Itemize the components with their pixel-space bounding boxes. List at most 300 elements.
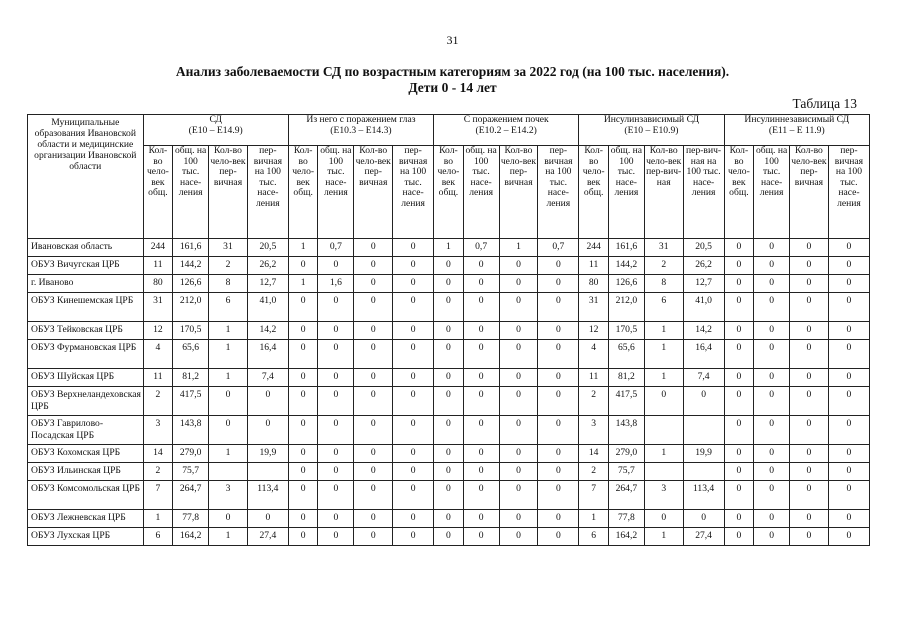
group-name: Инсулинзависимый СД: [603, 114, 700, 125]
row-name: ОБУЗ Лухская ЦРБ: [28, 528, 144, 546]
table-cell: 0,7: [463, 239, 499, 257]
group-name: С поражением почек: [463, 114, 549, 125]
group-code: (Е10.2 – Е14.2): [475, 124, 537, 136]
table-row: [28, 369, 870, 387]
table-cell: 0: [754, 445, 790, 463]
table-cell: 161,6: [173, 239, 209, 257]
table-cell: 3: [579, 416, 609, 445]
subcolumn-header: Кол-во чело-век общ.: [143, 146, 173, 239]
table-cell: 0: [790, 510, 829, 528]
table-cell: 244: [143, 239, 173, 257]
table-cell: 0: [538, 528, 579, 546]
table-cell: 0: [434, 528, 464, 546]
row-name: ОБУЗ Гаврилово-Посадская ЦРБ: [28, 416, 144, 445]
table-cell: 0: [724, 445, 754, 463]
table-cell: 0: [463, 369, 499, 387]
table-cell: 126,6: [608, 275, 644, 293]
table-cell: 0: [288, 257, 318, 275]
table-cell: 14,2: [247, 322, 288, 340]
table-cell: 0: [393, 369, 434, 387]
table-cell: 26,2: [247, 257, 288, 275]
table-cell: 0: [354, 481, 393, 510]
table-cell: 0: [354, 239, 393, 257]
table-cell: 0: [790, 275, 829, 293]
table-cell: 0: [828, 463, 869, 481]
table-cell: 4: [579, 340, 609, 369]
table-cell: 6: [209, 293, 248, 322]
table-cell: 0: [754, 239, 790, 257]
subcolumn-header: общ. на 100 тыс. насе-ления: [173, 146, 209, 239]
table-cell: 0: [393, 340, 434, 369]
subcolumn-header: пер-вичная на 100 тыс. насе-ления: [247, 146, 288, 239]
row-name: ОБУЗ Верхнеландеховская ЦРБ: [28, 387, 144, 416]
table-cell: 0: [828, 275, 869, 293]
subcolumn-header: Кол-во чело-век общ.: [579, 146, 609, 239]
subcolumn-header: Кол-во чело-век пер-вичная: [354, 146, 393, 239]
table-cell: 31: [209, 239, 248, 257]
table-cell: 0: [434, 275, 464, 293]
table-cell: 0: [724, 510, 754, 528]
row-name: ОБУЗ Вичугская ЦРБ: [28, 257, 144, 275]
table-cell: 0: [393, 322, 434, 340]
table-cell: 0: [209, 510, 248, 528]
table-cell: 0: [463, 340, 499, 369]
table-cell: 11: [579, 369, 609, 387]
table-cell: 0: [790, 322, 829, 340]
subcolumn-header: Кол-во чело-век общ.: [434, 146, 464, 239]
table-cell: [644, 416, 683, 445]
subcolumn-header: общ. на 100 тыс. насе-ления: [318, 146, 354, 239]
table-cell: 0: [828, 387, 869, 416]
table-cell: 0: [724, 369, 754, 387]
group-header: [288, 115, 433, 146]
table-cell: 3: [143, 416, 173, 445]
table-cell: 0: [288, 510, 318, 528]
table-cell: 0: [538, 257, 579, 275]
table-cell: 0: [538, 481, 579, 510]
table-cell: 0: [724, 481, 754, 510]
table-cell: 0: [288, 445, 318, 463]
table-row: [28, 481, 870, 510]
table-cell: 12: [579, 322, 609, 340]
table-cell: 0: [318, 481, 354, 510]
table-cell: 0: [538, 510, 579, 528]
table-cell: 0: [538, 293, 579, 322]
row-name: ОБУЗ Кинешемская ЦРБ: [28, 293, 144, 322]
table-cell: 14,2: [683, 322, 724, 340]
table-cell: 4: [143, 340, 173, 369]
group-code: (Е10 – Е10.9): [624, 124, 679, 136]
subcolumn-header: пер-вич-ная на 100 тыс. насе-ления: [683, 146, 724, 239]
table-cell: 0: [318, 369, 354, 387]
table-cell: 0: [434, 340, 464, 369]
table-row: [28, 257, 870, 275]
table-cell: 0: [828, 416, 869, 445]
table-cell: 31: [644, 239, 683, 257]
table-cell: 0: [288, 416, 318, 445]
table-cell: 0: [434, 369, 464, 387]
row-name: ОБУЗ Тейковская ЦРБ: [28, 322, 144, 340]
table-cell: 16,4: [683, 340, 724, 369]
table-cell: 0: [724, 387, 754, 416]
table-cell: 0,7: [318, 239, 354, 257]
table-cell: 0: [318, 528, 354, 546]
group-code: (Е10 – Е14.9): [188, 124, 243, 136]
report-subtitle: Дети 0 - 14 лет: [408, 80, 497, 95]
table-cell: 0: [790, 369, 829, 387]
table-cell: 11: [579, 257, 609, 275]
table-cell: 1,6: [318, 275, 354, 293]
table-cell: 0: [393, 239, 434, 257]
table-cell: 80: [579, 275, 609, 293]
table-cell: 0: [434, 510, 464, 528]
subcolumn-header: пер-вичная на 100 тыс. насе-ления: [393, 146, 434, 239]
table-cell: 12,7: [683, 275, 724, 293]
table-cell: 0: [499, 387, 538, 416]
table-cell: 0: [828, 293, 869, 322]
table-cell: 2: [143, 463, 173, 481]
table-cell: 3: [644, 481, 683, 510]
table-cell: 0: [754, 293, 790, 322]
table-cell: 0: [828, 445, 869, 463]
table-cell: 0: [463, 481, 499, 510]
table-row: [28, 445, 870, 463]
table-cell: 0: [288, 387, 318, 416]
table-cell: 0: [354, 340, 393, 369]
table-cell: 0: [499, 293, 538, 322]
table-cell: 3: [209, 481, 248, 510]
subcolumn-header: Кол-во чело-век пер-вичная: [209, 146, 248, 239]
table-cell: 143,8: [173, 416, 209, 445]
table-cell: 264,7: [608, 481, 644, 510]
table-cell: 0: [538, 369, 579, 387]
table-cell: 0: [318, 445, 354, 463]
table-cell: 0: [828, 322, 869, 340]
table-cell: 77,8: [173, 510, 209, 528]
table-cell: 20,5: [247, 239, 288, 257]
table-cell: 26,2: [683, 257, 724, 275]
table-cell: 0: [538, 275, 579, 293]
table-cell: 16,4: [247, 340, 288, 369]
table-cell: 0: [754, 257, 790, 275]
table-cell: 0: [354, 293, 393, 322]
subcolumn-header: пер-вичная на 100 тыс. насе-ления: [828, 146, 869, 239]
table-row: [28, 322, 870, 340]
table-cell: 113,4: [247, 481, 288, 510]
table-cell: 0: [209, 387, 248, 416]
table-cell: 75,7: [173, 463, 209, 481]
subcolumn-header: общ. на 100 тыс. насе-ления: [608, 146, 644, 239]
table-cell: 27,4: [247, 528, 288, 546]
table-cell: 417,5: [608, 387, 644, 416]
table-cell: 0: [288, 369, 318, 387]
table-cell: 1: [288, 239, 318, 257]
table-cell: 0: [754, 416, 790, 445]
table-cell: 0: [538, 387, 579, 416]
table-cell: 0: [463, 510, 499, 528]
table-cell: 0: [354, 463, 393, 481]
table-cell: 41,0: [247, 293, 288, 322]
table-cell: 0: [724, 293, 754, 322]
table-cell: 0: [354, 445, 393, 463]
table-cell: 1: [209, 340, 248, 369]
table-cell: 7: [579, 481, 609, 510]
table-cell: [683, 463, 724, 481]
table-cell: 0: [393, 510, 434, 528]
table-cell: 77,8: [608, 510, 644, 528]
table-row: [28, 239, 870, 257]
table-cell: 1: [644, 340, 683, 369]
table-cell: 0: [393, 387, 434, 416]
table-cell: 144,2: [173, 257, 209, 275]
table-row: [28, 387, 870, 416]
table-cell: 0: [434, 387, 464, 416]
table-cell: 279,0: [173, 445, 209, 463]
table-cell: 2: [579, 463, 609, 481]
table-cell: 0: [318, 463, 354, 481]
table-cell: 0: [463, 387, 499, 416]
table-cell: 0: [354, 416, 393, 445]
table-row: [28, 528, 870, 546]
table-cell: 0: [393, 275, 434, 293]
table-cell: 0: [393, 445, 434, 463]
table-cell: 0: [644, 387, 683, 416]
table-cell: 0: [393, 416, 434, 445]
table-cell: 2: [143, 387, 173, 416]
table-cell: 6: [143, 528, 173, 546]
table-cell: 7,4: [247, 369, 288, 387]
table-cell: 0: [790, 387, 829, 416]
table-cell: 0: [354, 322, 393, 340]
municipality-header: Муниципальные образования Ивановской области и медицинские организации Ивановской области: [28, 115, 144, 239]
table-cell: 0: [434, 481, 464, 510]
subcolumn-header: Кол-во чело-век пер-вичная: [790, 146, 829, 239]
table-cell: 2: [579, 387, 609, 416]
table-cell: 0: [790, 239, 829, 257]
table-label: Таблица 13: [792, 96, 857, 111]
table-cell: 0: [499, 275, 538, 293]
table-row: [28, 463, 870, 481]
table-cell: 81,2: [173, 369, 209, 387]
table-cell: 0: [790, 257, 829, 275]
table-cell: 1: [209, 369, 248, 387]
table-cell: 7,4: [683, 369, 724, 387]
table-cell: 31: [579, 293, 609, 322]
table-cell: 0: [754, 387, 790, 416]
table-cell: 0: [724, 275, 754, 293]
table-cell: 1: [209, 445, 248, 463]
table-cell: 143,8: [608, 416, 644, 445]
group-name: СД: [209, 114, 222, 125]
table-cell: 1: [143, 510, 173, 528]
table-cell: 41,0: [683, 293, 724, 322]
table-cell: 0: [288, 463, 318, 481]
table-cell: 0: [499, 369, 538, 387]
table-cell: 12: [143, 322, 173, 340]
table-cell: 0: [393, 257, 434, 275]
table-cell: 0: [354, 369, 393, 387]
table-cell: 0: [463, 275, 499, 293]
table-cell: 0: [463, 322, 499, 340]
table-cell: [209, 463, 248, 481]
table-cell: 1: [209, 528, 248, 546]
table-cell: 11: [143, 257, 173, 275]
table-cell: 0: [463, 416, 499, 445]
group-header: [724, 115, 869, 146]
table-cell: 0: [288, 481, 318, 510]
table-cell: 0: [393, 293, 434, 322]
table-cell: 0: [683, 510, 724, 528]
subcolumn-header: Кол-во чело-век общ.: [724, 146, 754, 239]
table-cell: 81,2: [608, 369, 644, 387]
table-cell: 0: [434, 416, 464, 445]
table-cell: 0: [724, 463, 754, 481]
table-cell: 0: [434, 445, 464, 463]
table-cell: 0: [209, 416, 248, 445]
report-title: Анализ заболеваемости СД по возрастным категориям за 2022 год (на 100 тыс. населения).: [175, 64, 730, 79]
table-row: [28, 416, 870, 445]
table-cell: 65,6: [608, 340, 644, 369]
table-row: [28, 340, 870, 369]
table-cell: 0: [538, 416, 579, 445]
table-cell: 0: [828, 481, 869, 510]
page-number: 31: [446, 33, 459, 47]
table-cell: 0: [790, 340, 829, 369]
table-cell: 1: [579, 510, 609, 528]
table-cell: 0: [463, 528, 499, 546]
table-cell: 0: [724, 239, 754, 257]
table-cell: 164,2: [173, 528, 209, 546]
table-cell: 0: [790, 445, 829, 463]
table-row: [28, 510, 870, 528]
group-name: Инсулиннезависимый СД: [744, 114, 850, 125]
row-name: Ивановская область: [28, 239, 144, 257]
table-cell: 65,6: [173, 340, 209, 369]
table-cell: 0: [754, 340, 790, 369]
table-cell: 80: [143, 275, 173, 293]
table-cell: 0: [538, 322, 579, 340]
table-cell: 417,5: [173, 387, 209, 416]
subcolumn-header: общ. на 100 тыс. насе-ления: [754, 146, 790, 239]
table-cell: 1: [288, 275, 318, 293]
table-cell: 0: [644, 510, 683, 528]
subcolumn-header: Кол-во чело-век пер-вич-ная: [644, 146, 683, 239]
table-cell: 0: [463, 257, 499, 275]
table-cell: 0: [828, 239, 869, 257]
table-cell: 0: [538, 463, 579, 481]
morbidity-table: [27, 114, 870, 546]
table-cell: 0: [683, 387, 724, 416]
table-cell: 7: [143, 481, 173, 510]
table-cell: 0: [393, 481, 434, 510]
table-cell: 0: [463, 293, 499, 322]
table-cell: 0: [463, 445, 499, 463]
row-name: ОБУЗ Шуйская ЦРБ: [28, 369, 144, 387]
table-cell: 0: [499, 340, 538, 369]
table-cell: 244: [579, 239, 609, 257]
table-cell: 0: [538, 445, 579, 463]
table-cell: 1: [644, 528, 683, 546]
table-cell: 0: [247, 510, 288, 528]
table-cell: 27,4: [683, 528, 724, 546]
table-cell: 20,5: [683, 239, 724, 257]
table-cell: 0: [724, 257, 754, 275]
table-cell: 0: [318, 340, 354, 369]
table-cell: 0: [434, 293, 464, 322]
table-cell: 113,4: [683, 481, 724, 510]
table-cell: 0: [247, 416, 288, 445]
table-cell: 161,6: [608, 239, 644, 257]
table-cell: 0: [828, 510, 869, 528]
table-cell: 0: [499, 510, 538, 528]
table-cell: 212,0: [173, 293, 209, 322]
table-cell: 1: [644, 445, 683, 463]
table-cell: 0: [318, 387, 354, 416]
row-name: ОБУЗ Ильинская ЦРБ: [28, 463, 144, 481]
table-cell: 0: [247, 387, 288, 416]
table-cell: 0: [354, 275, 393, 293]
table-cell: 14: [143, 445, 173, 463]
table-cell: 0: [828, 528, 869, 546]
group-header: [143, 115, 288, 146]
table-cell: 0: [354, 510, 393, 528]
table-cell: 164,2: [608, 528, 644, 546]
table-cell: 0: [318, 257, 354, 275]
table-cell: 0: [724, 416, 754, 445]
table-cell: 212,0: [608, 293, 644, 322]
table-cell: 0: [828, 369, 869, 387]
subcolumn-header: общ. на 100 тыс. насе-ления: [463, 146, 499, 239]
subcolumn-header: Кол-во чело-век пер-вичная: [499, 146, 538, 239]
table-cell: 0: [790, 528, 829, 546]
table-cell: 0: [393, 528, 434, 546]
table-cell: 1: [499, 239, 538, 257]
table-cell: 6: [644, 293, 683, 322]
table-cell: 1: [644, 322, 683, 340]
group-header: [579, 115, 724, 146]
table-cell: 0: [538, 340, 579, 369]
table-cell: 0: [754, 463, 790, 481]
row-name: г. Иваново: [28, 275, 144, 293]
table-cell: [683, 416, 724, 445]
table-cell: 0: [828, 257, 869, 275]
table-cell: 12,7: [247, 275, 288, 293]
table-cell: 0: [393, 463, 434, 481]
table-cell: 0: [499, 257, 538, 275]
row-name: ОБУЗ Комсомольская ЦРБ: [28, 481, 144, 510]
table-cell: 0: [790, 416, 829, 445]
table-cell: 0: [354, 257, 393, 275]
table-row: [28, 275, 870, 293]
table-cell: 144,2: [608, 257, 644, 275]
table-cell: 1: [209, 322, 248, 340]
table-cell: 0: [754, 322, 790, 340]
table-cell: 0: [499, 322, 538, 340]
table-cell: 19,9: [247, 445, 288, 463]
table-cell: 0: [499, 416, 538, 445]
group-name: Из него с поражением глаз: [306, 114, 416, 125]
table-cell: 75,7: [608, 463, 644, 481]
table-cell: 170,5: [173, 322, 209, 340]
table-cell: 0: [434, 257, 464, 275]
table-cell: 0: [754, 275, 790, 293]
table-cell: 0: [288, 340, 318, 369]
table-cell: 0: [434, 463, 464, 481]
table-cell: 0: [499, 528, 538, 546]
table-cell: 11: [143, 369, 173, 387]
table-cell: 0: [724, 528, 754, 546]
subcolumn-header: Кол-во чело-век общ.: [288, 146, 318, 239]
